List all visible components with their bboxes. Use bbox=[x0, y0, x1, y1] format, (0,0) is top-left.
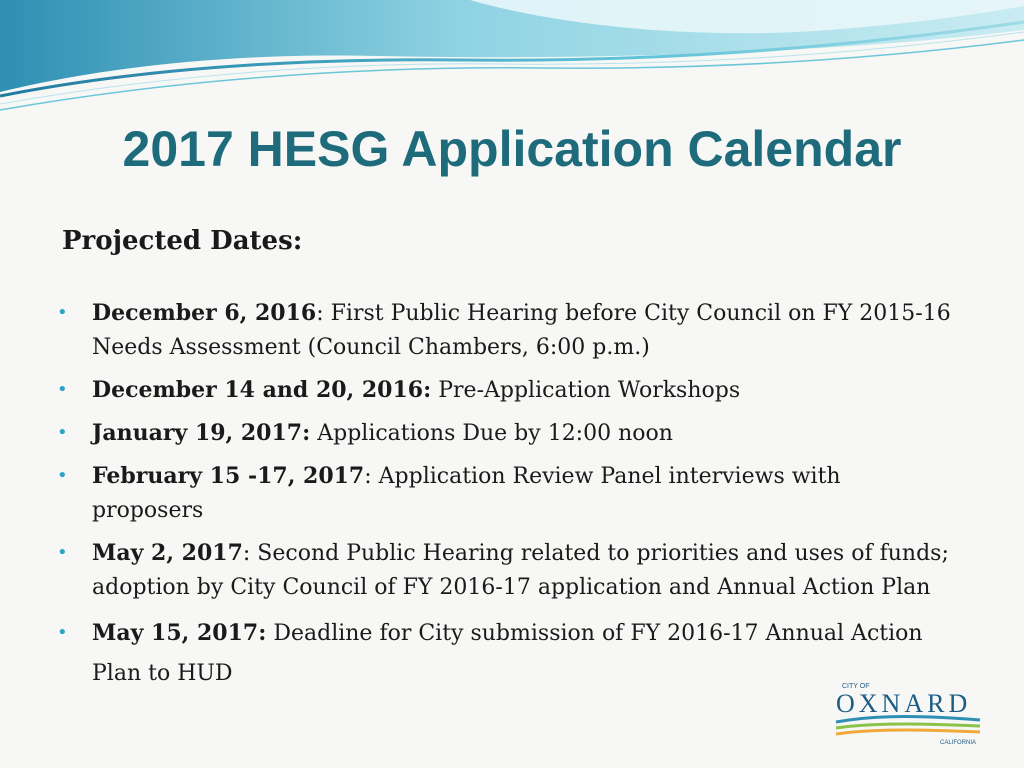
bullet-icon: • bbox=[57, 302, 68, 323]
logo-name: OXNARD bbox=[836, 689, 972, 718]
date-label: May 2, 2017 bbox=[92, 540, 243, 566]
oxnard-logo bbox=[830, 678, 998, 748]
list-item bbox=[52, 373, 952, 408]
list-item bbox=[52, 416, 952, 451]
item-text: Deadline for City submission of FY 2016-17 Annual Action Plan to HUD bbox=[92, 621, 923, 686]
header-wave-decoration bbox=[0, 0, 1024, 120]
date-label: February 15 -17, 2017 bbox=[92, 463, 365, 489]
list-item bbox=[52, 613, 952, 694]
list-item bbox=[52, 296, 952, 365]
date-label: December 14 and 20, 2016: bbox=[92, 377, 432, 403]
date-label: January 19, 2017: bbox=[92, 420, 311, 446]
section-heading: Projected Dates: bbox=[62, 226, 303, 256]
item-text: Applications Due by 12:00 noon bbox=[310, 421, 673, 446]
item-text: : First Public Hearing before City Council on FY 2015-16 Needs Assessment (Council Chambers, 6:00 p.m.) bbox=[92, 301, 951, 360]
date-list bbox=[52, 296, 952, 702]
date-label: May 15, 2017: bbox=[92, 620, 267, 646]
item-text: : Application Review Panel interviews with proposers bbox=[92, 464, 841, 523]
logo-bottom-text: CALIFORNIA bbox=[940, 740, 977, 746]
logo-top-text: CITY OF bbox=[842, 683, 870, 690]
bullet-icon: • bbox=[57, 465, 68, 486]
list-item bbox=[52, 459, 952, 528]
item-text: : Second Public Hearing related to priorities and uses of funds; adoption by City Council of FY 2016-17 application and Annual Action Plan bbox=[92, 541, 949, 600]
bullet-icon: • bbox=[57, 622, 68, 643]
item-text: Pre-Application Workshops bbox=[431, 378, 741, 403]
slide-title: 2017 HESG Application Calendar bbox=[122, 121, 902, 177]
list-item bbox=[52, 536, 952, 605]
bullet-icon: • bbox=[57, 379, 68, 400]
date-label: December 6, 2016 bbox=[92, 300, 317, 326]
bullet-icon: • bbox=[57, 542, 68, 563]
bullet-icon: • bbox=[57, 422, 68, 443]
